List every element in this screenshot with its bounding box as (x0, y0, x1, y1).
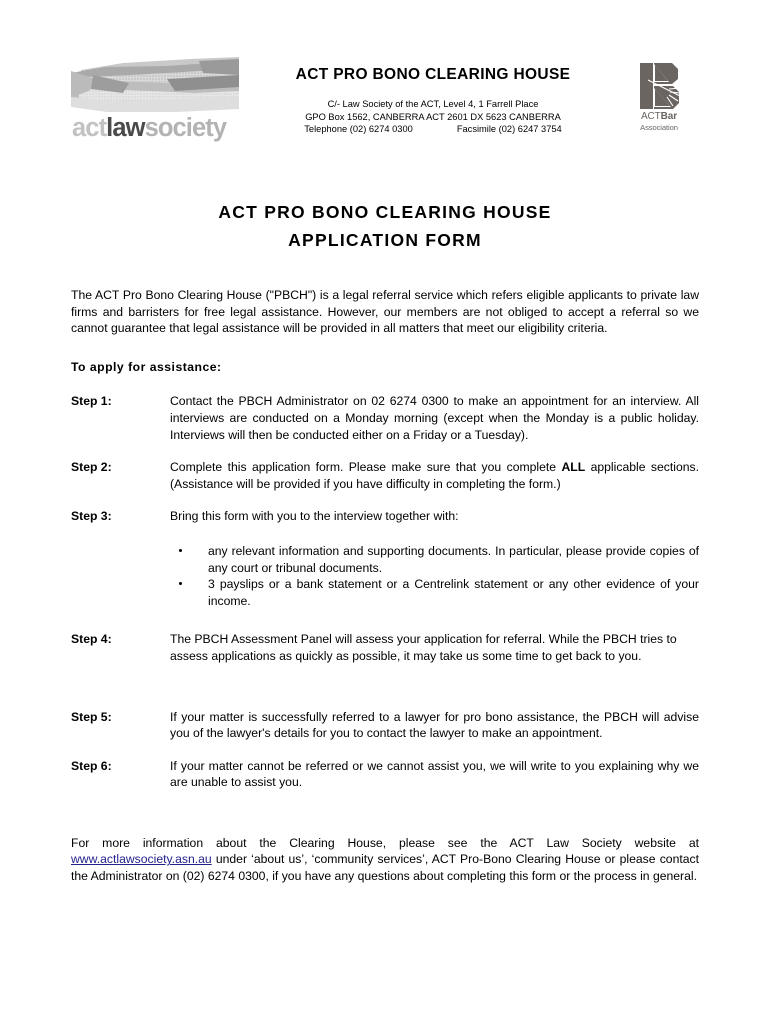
header-telephone: Telephone (02) 6274 0300 (304, 124, 413, 135)
step-2-text-after: applicable sections. (Assistance will be provided if you have difficulty in completing the form.) (170, 460, 699, 491)
act-bar-logo-prefix: ACT (640, 111, 661, 122)
step-2-label: Step 2: (71, 460, 112, 475)
step-1-text: Contact the PBCH Administrator on 02 6274 0300 to make an appointment for an interview. All interviews are conducted on a Monday morning (except when the Monday is a public holiday. Interviews will then be conducted either on a Friday or a Tuesday). (170, 394, 699, 442)
step-4-text: The PBCH Assessment Panel will assess your application for referral. While the PBCH tries to assess applications as quickly as possible, it may take us some time to get back to you. (170, 632, 677, 663)
more-info-text-after: under ‘about us’, ‘community services’, ACT Pro-Bono Clearing House or please contact the Administrator on (02) 6274 0300, if you have any questions about completing this form or the process in general. (71, 852, 699, 884)
bullet-dot-icon (71, 543, 208, 560)
step-row-5 (71, 709, 699, 742)
step-2-text (170, 459, 699, 492)
act-bar-association-logo (631, 62, 687, 138)
step-row-1 (71, 393, 699, 443)
header-address-line2: GPO Box 1562, CANBERRA ACT 2601 DX 5623 CANBERRA (305, 111, 561, 122)
header-contact-line (245, 123, 621, 136)
step-row-6 (71, 758, 699, 791)
header-address-line1: C/- Law Society of the ACT, Level 4, 1 Farrell Place (327, 99, 539, 109)
step-5-text: If your matter is successfully referred to a lawyer for pro bono assistance, the PBCH will advise you of the lawyer's details for you to contact the lawyer to make an appointment. (170, 709, 699, 741)
step-2-emphasis: ALL (561, 460, 586, 475)
act-bar-logo-association: Association (640, 123, 678, 132)
step-3-text: Bring this form with you to the interview together with: (170, 509, 459, 524)
step-row-3 (71, 508, 699, 525)
act-law-society-wordmark (72, 114, 240, 142)
step-row-4 (71, 631, 699, 664)
wordmark-society: society (144, 114, 227, 142)
header-address-block (245, 98, 621, 136)
step-5-label: Step 5: (71, 709, 112, 724)
list-item (71, 576, 699, 609)
more-info-text-before: For more information about the Clearing House, please see the ACT Law Society website at (71, 835, 699, 850)
step-6-text: If your matter cannot be referred or we cannot assist you, we will write to you explaining why we are unable to assist you. (170, 758, 699, 790)
step-4-label: Step 4: (71, 632, 112, 647)
page-header (0, 0, 770, 160)
header-org-title: ACT PRO BONO CLEARING HOUSE (295, 66, 571, 83)
apply-subheading: To apply for assistance: (71, 359, 222, 374)
document-title (71, 198, 699, 254)
step-1-label: Step 1: (71, 394, 112, 409)
document-title-line2: APPLICATION FORM (288, 230, 482, 250)
wordmark-law: law (106, 114, 145, 142)
act-bar-logo-name (631, 111, 687, 122)
act-bar-association-logo-graphic (639, 62, 681, 110)
act-law-society-logo-graphic (71, 57, 239, 112)
list-item (71, 543, 699, 576)
step-6-label: Step 6: (71, 758, 112, 773)
act-law-society-logo (71, 57, 239, 145)
act-bar-logo-suffix: Bar (660, 111, 678, 122)
intro-paragraph: The ACT Pro Bono Clearing House ("PBCH") is a legal referral service which refers eligible applicants to private law firms and barristers for free legal assistance. However, our members are not obliged to accept a referral so we cannot guarantee that legal assistance will be provided in all matters that meet our eligibility criteria. (71, 288, 699, 336)
step-3-label: Step 3: (71, 509, 112, 524)
step-2-text-before: Complete this application form. Please make sure that you complete (170, 460, 562, 475)
bullet-1-text: any relevant information and supporting documents. In particular, please provide copies of any court or tribunal documents. (208, 543, 699, 575)
bullet-2-text: 3 payslips or a bank statement or a Centrelink statement or any other evidence of your income. (208, 577, 699, 608)
bullet-dot-icon (71, 576, 208, 593)
step-3-bullet-list (71, 543, 699, 609)
step-row-2 (71, 459, 699, 492)
act-law-society-website-link[interactable]: www.actlawsociety.asn.au (71, 852, 212, 867)
document-title-line1: ACT PRO BONO CLEARING HOUSE (218, 202, 552, 222)
wordmark-act: act (72, 114, 107, 142)
document-body (71, 287, 699, 885)
more-information-paragraph (71, 835, 699, 885)
header-facsimile: Facsimile (02) 6247 3754 (456, 124, 562, 135)
